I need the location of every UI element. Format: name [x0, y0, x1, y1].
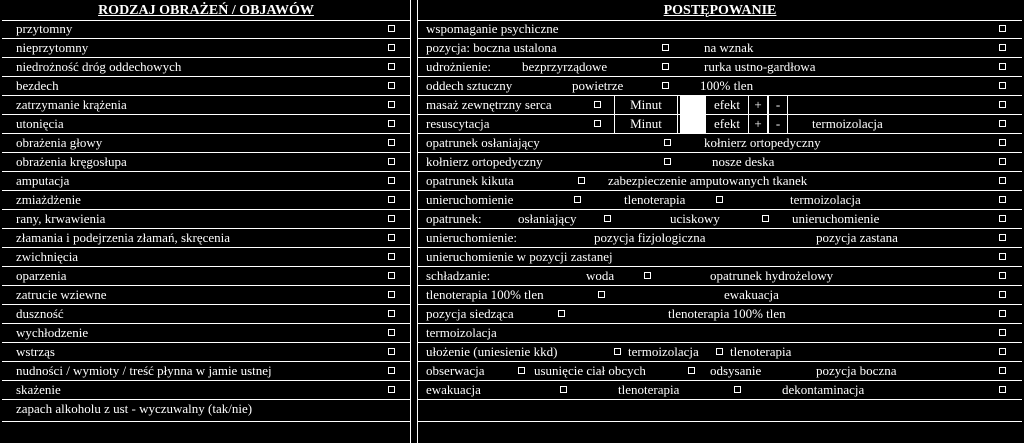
option-checkbox[interactable]: [662, 82, 669, 89]
procedure-row: [418, 172, 1022, 191]
symptom-row: [2, 381, 410, 400]
procedure-option: zabezpieczenie amputowanych tkanek: [608, 173, 808, 188]
header-procedure: POSTĘPOWANIE: [418, 2, 1022, 21]
minutes-input[interactable]: [680, 96, 706, 133]
symptom-row: [2, 248, 410, 267]
symptom-checkbox[interactable]: [388, 63, 395, 70]
procedure-row: [418, 115, 1022, 134]
symptom-checkbox[interactable]: [388, 329, 395, 336]
symptom-label: wstrząs: [16, 344, 55, 359]
procedure-checkbox[interactable]: [999, 367, 1006, 374]
effect-label: efekt: [714, 116, 740, 131]
symptom-row: [2, 134, 410, 153]
procedure-checkbox[interactable]: [999, 158, 1006, 165]
procedure-label: obserwacja: [426, 363, 485, 378]
effect-plus[interactable]: +: [748, 115, 768, 133]
procedure-label: pozycja siedząca: [426, 306, 514, 321]
procedure-option: termoizolacja: [790, 192, 861, 207]
procedure-label: kołnierz ortopedyczny: [426, 154, 543, 169]
symptom-label: zatrucie wziewne: [16, 287, 107, 302]
option-checkbox[interactable]: [664, 158, 671, 165]
symptom-row: [2, 20, 410, 39]
procedure-checkbox[interactable]: [999, 25, 1006, 32]
symptom-label: zwichnięcia: [16, 249, 79, 264]
procedure-checkbox[interactable]: [999, 44, 1006, 51]
procedure-checkbox[interactable]: [999, 139, 1006, 146]
procedure-checkbox[interactable]: [999, 101, 1006, 108]
symptom-row: [2, 305, 410, 324]
option-checkbox[interactable]: [688, 367, 695, 374]
symptom-row: [2, 96, 410, 115]
symptom-row: [2, 343, 410, 362]
procedure-option: bezprzyrządowe: [522, 59, 608, 74]
procedure-label: resuscytacja: [426, 116, 490, 131]
option-checkbox[interactable]: [716, 196, 723, 203]
procedure-option: nosze deska: [712, 154, 775, 169]
procedure-checkbox[interactable]: [999, 215, 1006, 222]
procedure-option: tlenoterapia: [624, 192, 686, 207]
symptom-row: [2, 324, 410, 343]
procedure-option: tlenoterapia 100% tlen: [668, 306, 786, 321]
option-checkbox[interactable]: [594, 120, 601, 127]
symptom-row: [2, 400, 410, 422]
procedure-checkbox[interactable]: [999, 196, 1006, 203]
symptom-label: bezdech: [16, 78, 59, 93]
effect-plus[interactable]: +: [748, 96, 768, 114]
procedure-option: opatrunek hydrożelowy: [710, 268, 834, 283]
procedure-label: masaż zewnętrzny serca: [426, 97, 552, 112]
option-checkbox[interactable]: [662, 44, 669, 51]
effect-label: efekt: [714, 97, 740, 112]
symptom-label: niedrożność dróg oddechowych: [16, 59, 182, 74]
procedure-row: [418, 305, 1022, 324]
procedure-option: 100% tlen: [700, 78, 754, 93]
procedure-option: tlenoterapia: [730, 344, 792, 359]
option-checkbox[interactable]: [644, 272, 651, 279]
procedure-checkbox[interactable]: [999, 82, 1006, 89]
procedure-option: odsysanie: [710, 363, 762, 378]
symptom-row: [2, 39, 410, 58]
symptom-label: utonięcia: [16, 116, 64, 131]
option-checkbox[interactable]: [598, 291, 605, 298]
procedure-option: dekontaminacja: [782, 382, 865, 397]
procedure-label: oddech sztuczny: [426, 78, 513, 93]
symptom-checkbox[interactable]: [388, 177, 395, 184]
procedure-label: unieruchomienie:: [426, 230, 517, 245]
procedure-checkbox[interactable]: [999, 386, 1006, 393]
procedure-option: termoizolacja: [812, 116, 883, 131]
symptom-label: skażenie: [16, 382, 61, 397]
procedure-option: usunięcie ciał obcych: [534, 363, 646, 378]
procedure-option: uciskowy: [670, 211, 720, 226]
symptom-label: duszność: [16, 306, 64, 321]
symptom-checkbox[interactable]: [388, 367, 395, 374]
symptom-label: przytomny: [16, 21, 73, 36]
procedure-row: [418, 20, 1022, 39]
procedure-option: powietrze: [572, 78, 624, 93]
procedure-row: [418, 77, 1022, 96]
procedure-label: opatrunek kikuta: [426, 173, 514, 188]
option-checkbox[interactable]: [664, 139, 671, 146]
procedure-option: osłaniający: [518, 211, 577, 226]
symptom-label: oparzenia: [16, 268, 67, 283]
procedure-option: pozycja zastana: [816, 230, 898, 245]
procedure-label: schładzanie:: [426, 268, 491, 283]
procedure-checkbox[interactable]: [999, 310, 1006, 317]
symptom-label: wychłodzenie: [16, 325, 89, 340]
symptom-label: rany, krwawienia: [16, 211, 106, 226]
procedure-option: kołnierz ortopedyczny: [704, 135, 821, 150]
symptom-checkbox[interactable]: [388, 272, 395, 279]
procedure-checkbox[interactable]: [999, 253, 1006, 260]
symptom-checkbox[interactable]: [388, 196, 395, 203]
procedure-row-empty: [418, 400, 1022, 422]
procedure-label: unieruchomienie w pozycji zastanej: [426, 249, 613, 264]
procedure-row: [418, 58, 1022, 77]
procedure-label: opatrunek:: [426, 211, 482, 226]
procedure-row: [418, 381, 1022, 400]
procedure-row: [418, 191, 1022, 210]
procedure-option: ewakuacja: [724, 287, 779, 302]
procedure-row: [418, 210, 1022, 229]
minutes-label: Minut: [614, 96, 678, 114]
procedure-option: pozycja fizjologiczna: [594, 230, 706, 245]
symptom-label: złamania i podejrzenia złamań, skręcenia: [16, 230, 231, 245]
symptom-row: [2, 229, 410, 248]
procedure-checkbox[interactable]: [999, 120, 1006, 127]
procedure-checkbox[interactable]: [999, 329, 1006, 336]
symptom-row: [2, 362, 410, 381]
symptom-row: [2, 115, 410, 134]
procedure-row: [418, 96, 1022, 115]
procedure-row: [418, 324, 1022, 343]
symptom-row: [2, 153, 410, 172]
procedure-option: unieruchomienie: [792, 211, 880, 226]
symptom-label: obrażenia głowy: [16, 135, 103, 150]
option-checkbox[interactable]: [558, 310, 565, 317]
procedure-label: termoizolacja: [426, 325, 497, 340]
symptom-row: [2, 58, 410, 77]
procedure-row: [418, 229, 1022, 248]
procedure-option: termoizolacja: [628, 344, 699, 359]
procedure-row: [418, 286, 1022, 305]
procedure-row: [418, 248, 1022, 267]
symptom-label: amputacja: [16, 173, 70, 188]
procedure-checkbox[interactable]: [999, 291, 1006, 298]
procedure-label: pozycja: boczna ustalona: [426, 40, 557, 55]
option-checkbox[interactable]: [662, 63, 669, 70]
procedure-label: tlenoterapia 100% tlen: [426, 287, 544, 302]
minutes-label: Minut: [614, 115, 678, 133]
procedure-checkbox[interactable]: [999, 63, 1006, 70]
symptom-label: nieprzytomny: [16, 40, 89, 55]
symptom-label: zatrzymanie krążenia: [16, 97, 127, 112]
option-checkbox[interactable]: [734, 386, 741, 393]
option-checkbox[interactable]: [574, 196, 581, 203]
symptom-checkbox[interactable]: [388, 25, 395, 32]
procedure-checkbox[interactable]: [999, 234, 1006, 241]
symptom-label: nudności / wymioty / treść płynna w jamie ustnej: [16, 363, 272, 378]
symptom-checkbox[interactable]: [388, 253, 395, 260]
procedure-row: [418, 267, 1022, 286]
procedure-option: woda: [586, 268, 615, 283]
effect-minus[interactable]: -: [768, 96, 788, 114]
column-divider: [410, 0, 411, 443]
symptom-checkbox[interactable]: [388, 139, 395, 146]
option-checkbox[interactable]: [560, 386, 567, 393]
procedure-option: tlenoterapia: [618, 382, 680, 397]
symptom-row: [2, 191, 410, 210]
symptom-checkbox[interactable]: [388, 44, 395, 51]
symptom-checkbox[interactable]: [388, 386, 395, 393]
procedure-row: [418, 362, 1022, 381]
symptom-checkbox[interactable]: [388, 310, 395, 317]
effect-minus[interactable]: -: [768, 115, 788, 133]
symptom-checkbox[interactable]: [388, 234, 395, 241]
procedure-label: wspomaganie psychiczne: [426, 21, 559, 36]
procedure-checkbox[interactable]: [999, 177, 1006, 184]
procedure-checkbox[interactable]: [999, 348, 1006, 355]
symptom-checkbox[interactable]: [388, 82, 395, 89]
option-checkbox[interactable]: [762, 215, 769, 222]
procedure-row: [418, 39, 1022, 58]
procedure-label: opatrunek osłaniający: [426, 135, 540, 150]
option-checkbox[interactable]: [614, 348, 621, 355]
procedure-label: unieruchomienie: [426, 192, 514, 207]
symptom-row: [2, 210, 410, 229]
option-checkbox[interactable]: [594, 101, 601, 108]
procedure-row: [418, 343, 1022, 362]
symptom-label: zapach alkoholu z ust - wyczuwalny (tak/nie): [16, 401, 253, 416]
symptom-checkbox[interactable]: [388, 291, 395, 298]
procedure-label: ułożenie (uniesienie kkd): [426, 344, 558, 359]
procedure-option: rurka ustno-gardłowa: [704, 59, 816, 74]
procedure-checkbox[interactable]: [999, 272, 1006, 279]
symptom-row: [2, 267, 410, 286]
symptom-checkbox[interactable]: [388, 348, 395, 355]
symptom-label: zmiażdżenie: [16, 192, 81, 207]
symptom-row: [2, 77, 410, 96]
procedure-row: [418, 134, 1022, 153]
symptom-checkbox[interactable]: [388, 120, 395, 127]
symptom-checkbox[interactable]: [388, 215, 395, 222]
option-checkbox[interactable]: [604, 215, 611, 222]
symptom-checkbox[interactable]: [388, 158, 395, 165]
symptom-row: [2, 172, 410, 191]
procedure-option: na wznak: [704, 40, 754, 55]
option-checkbox[interactable]: [578, 177, 585, 184]
option-checkbox[interactable]: [716, 348, 723, 355]
procedure-row: [418, 153, 1022, 172]
procedure-option: pozycja boczna: [816, 363, 897, 378]
symptom-checkbox[interactable]: [388, 101, 395, 108]
procedure-label: ewakuacja: [426, 382, 481, 397]
symptom-label: obrażenia kręgosłupa: [16, 154, 127, 169]
symptom-row: [2, 286, 410, 305]
header-injury-type: RODZAJ OBRAŻEŃ / OBJAWÓW: [2, 2, 410, 21]
procedure-label: udrożnienie:: [426, 59, 491, 74]
option-checkbox[interactable]: [518, 367, 525, 374]
